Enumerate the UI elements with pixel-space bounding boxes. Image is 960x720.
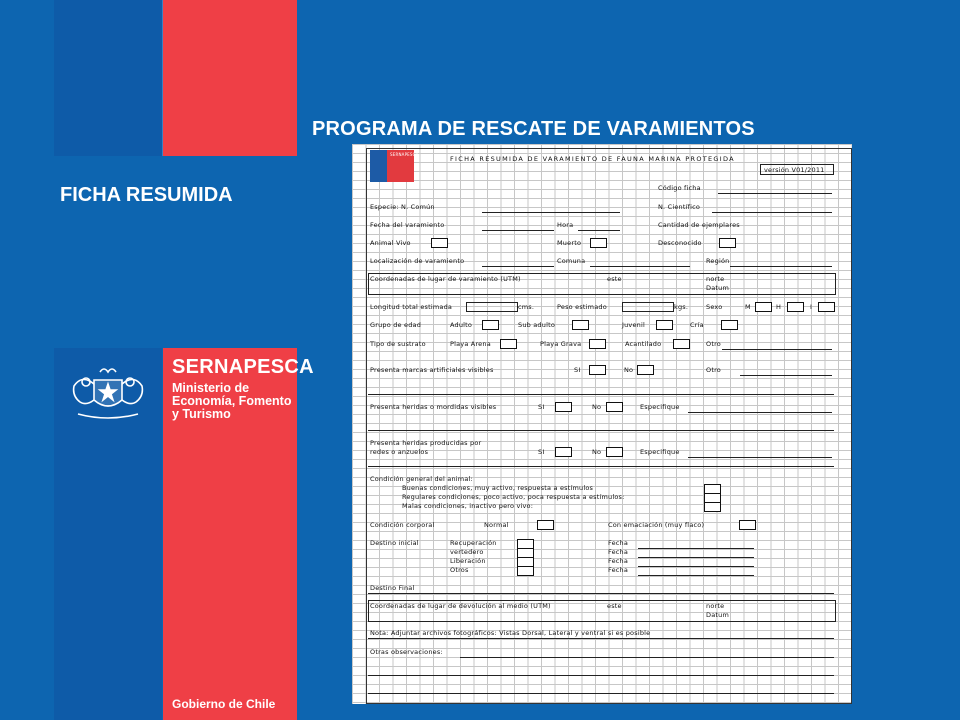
peso-label: Peso estimado xyxy=(557,303,607,311)
acantilado-checkbox[interactable] xyxy=(673,339,690,349)
government-label: Gobierno de Chile xyxy=(172,697,276,711)
brand-name: SERNAPESCA xyxy=(172,356,314,378)
muerto-checkbox[interactable] xyxy=(590,238,607,248)
marcas-si-label: SI xyxy=(574,366,581,374)
animal-vivo-checkbox[interactable] xyxy=(431,238,448,248)
redes-no-label: No xyxy=(592,448,602,456)
coat-of-arms-icon xyxy=(64,362,152,424)
redes-si-label: SI xyxy=(538,448,545,456)
emaciacion-checkbox[interactable] xyxy=(739,520,756,530)
sexo-i-label: I xyxy=(810,303,813,311)
page-subtitle: FICHA RESUMIDA xyxy=(60,184,233,206)
sub-adulto-label: Sub adulto xyxy=(518,321,555,329)
flag-red-block xyxy=(163,0,297,156)
localizacion-label: Localización de varamiento xyxy=(370,257,465,265)
grupo-edad-label: Grupo de edad xyxy=(370,321,422,329)
kgs-label: kgs. xyxy=(674,303,689,311)
animal-vivo-label: Animal Vivo xyxy=(370,239,411,247)
coordenadas-label: Coordenadas de lugar de varamiento (UTM) xyxy=(370,275,521,283)
cria-label: Cría xyxy=(690,321,704,329)
coordenadas-devolucion-label: Coordenadas de lugar de devolución al medio (UTM) xyxy=(370,602,551,610)
redes-si-checkbox[interactable] xyxy=(555,447,572,457)
form-logo-text: SERNAPESCA xyxy=(390,152,419,157)
desconocido-label: Desconocido xyxy=(658,239,702,247)
heridas-label: Presenta heridas o mordidas visibles xyxy=(370,403,497,411)
recuperacion-label: Recuperación xyxy=(450,539,497,547)
flag-blue-block xyxy=(54,0,163,156)
fecha-label-1: Fecha xyxy=(608,539,629,547)
sexo-h-label: H xyxy=(776,303,782,311)
norte-label: norte xyxy=(706,275,725,283)
logo-blue-lower-panel xyxy=(54,576,162,720)
otras-observaciones-label: Otras observaciones: xyxy=(370,648,443,656)
liberacion-label: Liberación xyxy=(450,557,486,565)
redes-no-checkbox[interactable] xyxy=(606,447,623,457)
sexo-m-checkbox[interactable] xyxy=(755,302,772,312)
regulares-label: Regulares condiciones, poco activo, poca respuesta a estímulos: xyxy=(402,493,625,501)
ministry-name: Ministerio de Economía, Fomento y Turismo xyxy=(172,381,292,421)
muerto-label: Muerto xyxy=(557,239,582,247)
redes-especifique-label: Especifique xyxy=(640,448,680,456)
marcas-no-label: No xyxy=(624,366,634,374)
acantilado-label: Acantilado xyxy=(625,340,662,348)
region-label: Región xyxy=(706,257,730,265)
otros-label: Otros xyxy=(450,566,469,574)
longitud-label: Longitud total estimada xyxy=(370,303,453,311)
otros-checkbox[interactable] xyxy=(517,566,534,576)
fecha-label-2: Fecha xyxy=(608,548,629,556)
especie-label: Especie: N. Común xyxy=(370,203,435,211)
devolucion-datum-label: Datum xyxy=(706,611,729,619)
malas-checkbox[interactable] xyxy=(704,502,721,512)
devolucion-este-label: este xyxy=(607,602,622,610)
playa-arena-checkbox[interactable] xyxy=(500,339,517,349)
heridas-no-checkbox[interactable] xyxy=(606,402,623,412)
fecha-label-4: Fecha xyxy=(608,566,629,574)
heridas-redes-label-1: Presenta heridas producidas por xyxy=(370,439,482,447)
sub-adulto-checkbox[interactable] xyxy=(572,320,589,330)
destino-final-label: Destino Final xyxy=(370,584,415,592)
tipo-sustrato-label: Tipo de sustrato xyxy=(370,340,426,348)
sexo-m-label: M xyxy=(745,303,751,311)
marcas-label: Presenta marcas artificiales visibles xyxy=(370,366,494,374)
cantidad-label: Cantidad de ejemplares xyxy=(658,221,740,229)
heridas-si-checkbox[interactable] xyxy=(555,402,572,412)
sexo-label: Sexo xyxy=(706,303,723,311)
cms-label: cms. xyxy=(518,303,535,311)
adulto-checkbox[interactable] xyxy=(482,320,499,330)
este-label: este xyxy=(607,275,622,283)
form-version: versión V01/2011 xyxy=(764,166,825,174)
devolucion-norte-label: norte xyxy=(706,602,725,610)
adulto-label: Adulto xyxy=(450,321,473,329)
heridas-no-label: No xyxy=(592,403,602,411)
buenas-label: Buenas condiciones, muy activo, respuesta a estímulos xyxy=(402,484,594,492)
n-cientifico-label: N. Científico xyxy=(658,203,701,211)
normal-checkbox[interactable] xyxy=(537,520,554,530)
desconocido-checkbox[interactable] xyxy=(719,238,736,248)
fecha-varamiento-label: Fecha del varamiento xyxy=(370,221,445,229)
marcas-otro-label: Otro xyxy=(706,366,721,374)
heridas-especifique-label: Especifique xyxy=(640,403,680,411)
hora-label: Hora xyxy=(557,221,574,229)
cria-checkbox[interactable] xyxy=(721,320,738,330)
condicion-corporal-label: Condición corporal xyxy=(370,521,435,529)
playa-grava-label: Playa Grava xyxy=(540,340,582,348)
malas-label: Malas condiciones, inactivo pero vivo: xyxy=(402,502,534,510)
normal-label: Normal xyxy=(484,521,509,529)
juvenil-label: Juvenil xyxy=(622,321,646,329)
juvenil-checkbox[interactable] xyxy=(656,320,673,330)
version-box xyxy=(760,164,834,175)
comuna-label: Comuna xyxy=(557,257,586,265)
sexo-i-checkbox[interactable] xyxy=(818,302,835,312)
marcas-si-checkbox[interactable] xyxy=(589,365,606,375)
sexo-h-checkbox[interactable] xyxy=(787,302,804,312)
playa-grava-checkbox[interactable] xyxy=(589,339,606,349)
condicion-general-label: Condición general del animal: xyxy=(370,475,473,483)
emaciacion-label: Con emaciación (muy flaco) xyxy=(608,521,705,529)
otro-sustrato-label: Otro xyxy=(706,340,721,348)
form-title: FICHA RESUMIDA DE VARAMIENTO DE FAUNA MARINA PROTEGIDA xyxy=(450,155,735,163)
marcas-no-checkbox[interactable] xyxy=(637,365,654,375)
nota-label: Nota: Adjuntar archivos fotográficos: Vistas Dorsal, Lateral y ventral si es posible xyxy=(370,629,651,637)
longitud-field[interactable] xyxy=(466,302,518,312)
page-title: PROGRAMA DE RESCATE DE VARAMIENTOS xyxy=(312,118,755,140)
form-logo-blue xyxy=(370,150,387,182)
vertedero-label: vertedero xyxy=(450,548,484,556)
heridas-si-label: SI xyxy=(538,403,545,411)
fecha-label-3: Fecha xyxy=(608,557,629,565)
peso-field[interactable] xyxy=(622,302,674,312)
codigo-ficha-label: Código ficha xyxy=(658,184,701,192)
playa-arena-label: Playa Arena xyxy=(450,340,491,348)
heridas-redes-label-2: redes o anzuelos xyxy=(370,448,429,456)
destino-inicial-label: Destino inicial xyxy=(370,539,419,547)
datum-label: Datum xyxy=(706,284,729,292)
